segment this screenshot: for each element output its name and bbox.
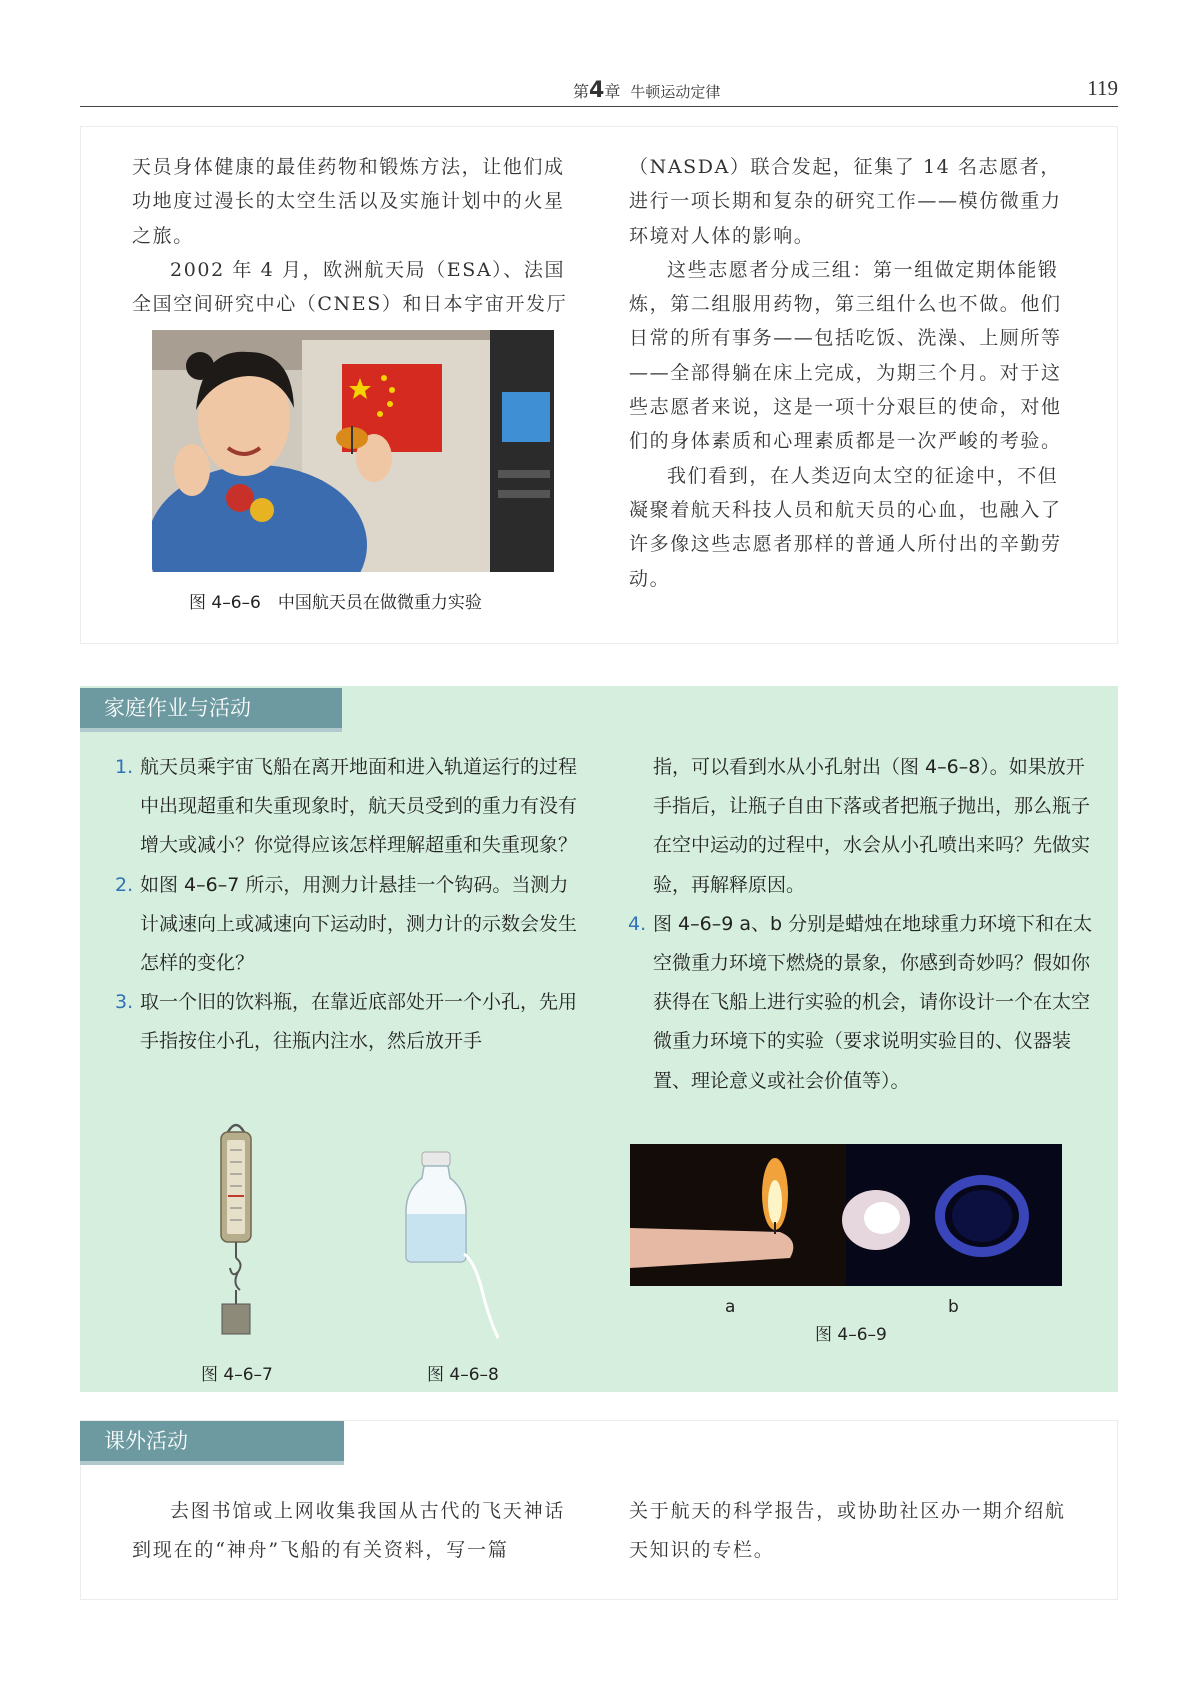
figure-caption: 图 4–6–6 中国航天员在做微重力实验 <box>189 593 482 613</box>
candle-flames-photo <box>630 1144 1062 1286</box>
reading-paragraph: （NASDA）联合发起，征集了 14 名志愿者，进行一项长期和复杂的研究工作——模仿微重力环境对人体的影响。 <box>629 156 1062 247</box>
homework-item-3 <box>115 983 580 1061</box>
astronaut-photo-image <box>152 330 554 572</box>
item-text: 航天员乘宇宙飞船在离开地面和进入轨道运行的过程中出现超重和失重现象时，航天员受到的重力有没有增大或减小？你觉得应该怎样理解超重和失重现象？ <box>140 756 578 857</box>
reading-left-column <box>132 150 572 321</box>
homework-item-2 <box>115 866 580 984</box>
extracurricular-text: 去图书馆或上网收集我国从古代的飞天神话到现在的“神舟”飞船的有关资料，写一篇 <box>132 1500 566 1561</box>
page-number: 119 <box>1087 76 1118 100</box>
item-text: 如图 4–6–7 所示，用测力计悬挂一个钩码。当测力计减速向上或减速向下运动时，测力计的示数会发生怎样的变化？ <box>140 873 578 975</box>
extracurricular-section-title: 课外活动 <box>80 1421 344 1461</box>
chapter-heading <box>573 78 720 103</box>
figure-label-b: b <box>948 1297 959 1317</box>
water-bottle-illustration <box>398 1150 518 1340</box>
reading-paragraph: 天员身体健康的最佳药物和锻炼方法，让他们成功地度过漫长的太空生活以及实施计划中的火星之旅。 <box>132 156 565 247</box>
homework-title-underline <box>80 728 342 732</box>
chapter-title: 牛顿运动定律 <box>630 83 721 101</box>
homework-section-title: 家庭作业与活动 <box>80 688 342 728</box>
chapter-number: 4 <box>589 78 605 103</box>
extracurricular-title-underline <box>80 1461 344 1465</box>
figure-caption: 图 4–6–8 <box>427 1365 499 1385</box>
extracurricular-right-column <box>629 1492 1069 1570</box>
reading-paragraph: 2002 年 4 月，欧洲航天局（ESA）、法国全国空间研究中心（CNES）和日本宇宙开发厅 <box>132 258 568 316</box>
spring-scale-illustration <box>210 1118 262 1344</box>
astronaut-photo <box>152 330 554 572</box>
reading-paragraph: 这些志愿者分成三组：第一组做定期体能锻炼，第二组服用药物，第三组什么也不做。他们日常的所有事务——包括吃饭、洗澡、上厕所等——全部得躺在床上完成，为期三个月。对于这些志愿者来说，这是一项十分艰巨的使命，对他们的身体素质和心理素质都是一次严峻的考验。 <box>629 258 1062 453</box>
figure-label-a: a <box>725 1297 736 1317</box>
chapter-suffix: 章 <box>604 82 621 101</box>
reading-paragraph: 我们看到，在人类迈向太空的征途中，不但凝聚着航天科技人员和航天员的心血，也融入了许多像这些志愿者那样的普通人所付出的辛勤劳动。 <box>629 464 1062 590</box>
figure-caption: 图 4–6–9 <box>815 1325 887 1345</box>
extracurricular-left-column <box>132 1492 572 1570</box>
item-text: 取一个旧的饮料瓶，在靠近底部处开一个小孔，先用手指按住小孔，往瓶内注水，然后放开手 <box>140 991 578 1053</box>
figure-caption: 图 4–6–7 <box>201 1365 273 1385</box>
item-number: 2. <box>115 873 134 896</box>
homework-item-4 <box>628 905 1093 1101</box>
homework-right-column <box>628 748 1093 1101</box>
item-text: 图 4–6–9 a、b 分别是蜡烛在地球重力环境下和在太空微重力环境下燃烧的景象，你感到奇妙吗？假如你获得在飞船上进行实验的机会，请你设计一个在太空微重力环境下的实验（要求说明实验目的、仪器装置、理论意义或社会价值等）。 <box>653 912 1093 1092</box>
reading-right-column <box>629 150 1069 596</box>
page-header <box>80 72 1118 107</box>
item-number: 4. <box>628 912 647 935</box>
extracurricular-text: 关于航天的科学报告，或协助社区办一期介绍航天知识的专栏。 <box>629 1500 1066 1561</box>
homework-left-column <box>115 748 580 1062</box>
item-number: 3. <box>115 991 134 1014</box>
homework-item-3-continued: 指，可以看到水从小孔射出（图 4–6–8）。如果放开手指后，让瓶子自由下落或者把瓶子抛出，那么瓶子在空中运动的过程中，水会从小孔喷出来吗？先做实验，再解释原因。 <box>653 756 1091 896</box>
chapter-prefix: 第 <box>573 82 590 101</box>
homework-item-1 <box>115 748 580 866</box>
item-number: 1. <box>115 756 134 778</box>
